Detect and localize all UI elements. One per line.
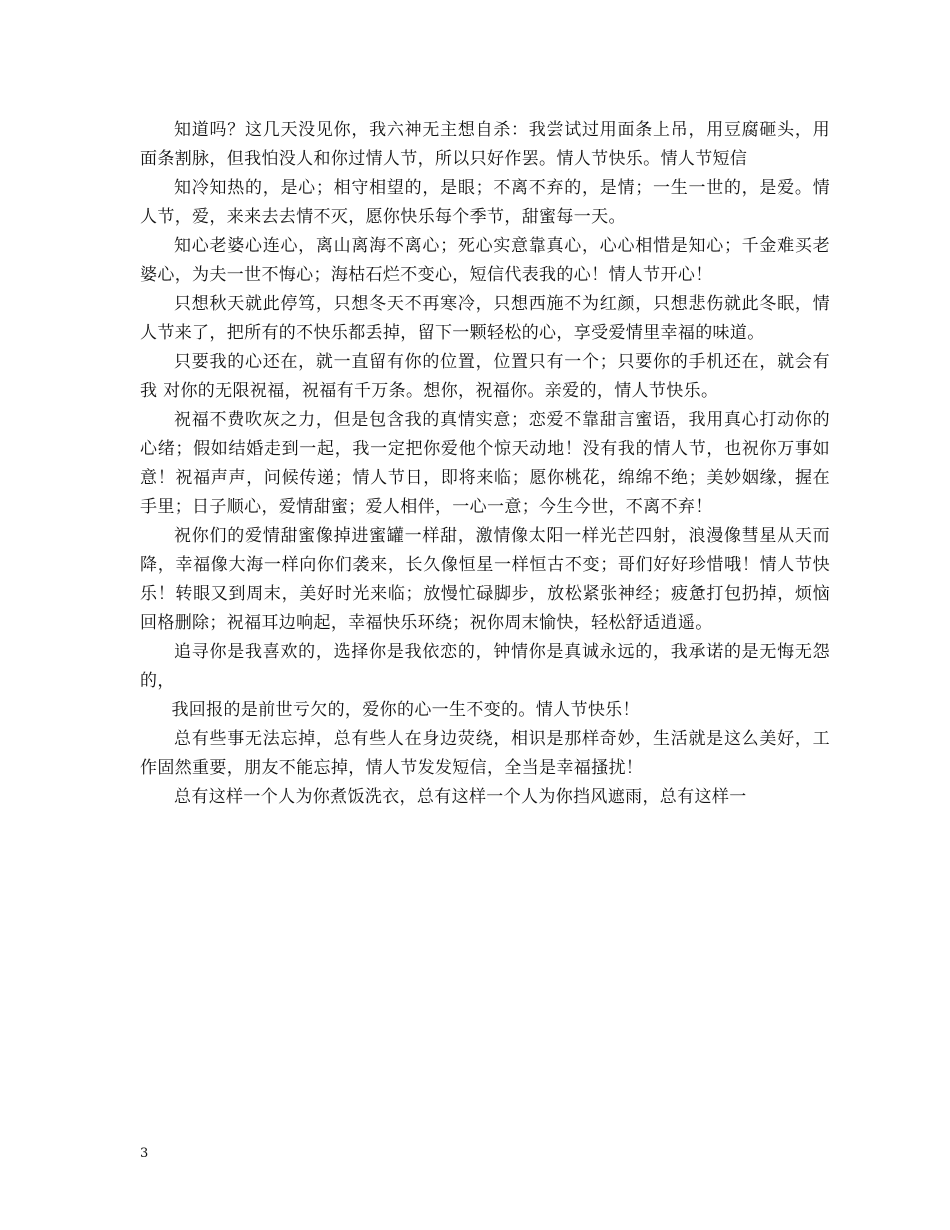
paragraph-9: 我回报的是前世亏欠的，爱你的心一生不变的。情人节快乐！ — [171, 700, 640, 720]
page-number: 3 — [140, 1146, 149, 1161]
paragraph-1: 知道吗？这几天没见你，我六神无主想自杀：我尝试过用面条上吊，用豆腐砸头，用面条割脉，但我怕没人和你过情人节，所以只好作罢。情人节快乐。情人节短信 — [140, 120, 830, 169]
paragraph-6: 祝福不费吹灰之力，但是包含我的真情实意；恋爱不靠甜言蜜语，我用真心打动你的心绪；假如结婚走到一起，我一定把你爱他个惊天动地！没有我的情人节，也祝你万事如意！祝福声声，问候传递；情人节日，即将来临；愿你桃花，绵绵不绝；美妙姻缘，握在手里；日子顺心，爱情甜蜜；爱人相伴，一心一意；今生今世，不离不弃！ — [140, 410, 830, 517]
document-body — [140, 116, 830, 812]
paragraph-2: 知冷知热的，是心；相守相望的，是眼；不离不弃的，是情；一生一世的，是爱。情人节，爱，来来去去情不灭，愿你快乐每个季节，甜蜜每一天。 — [140, 178, 830, 227]
paragraph-7: 祝你们的爱情甜蜜像掉进蜜罐一样甜，激情像太阳一样光芒四射，浪漫像彗星从天而降，幸福像大海一样向你们袭来，长久像恒星一样恒古不变；哥们好好珍惜哦！情人节快乐！转眼又到周末，美好时光来临；放慢忙碌脚步，放松紧张神经；疲惫打包扔掉，烦恼回格删除；祝福耳边响起，幸福快乐环绕；祝你周末愉快，轻松舒适逍遥。 — [140, 526, 830, 633]
paragraph-4: 只想秋天就此停笃，只想冬天不再寒冷，只想西施不为红颜，只想悲伤就此冬眠，情人节来了，把所有的不快乐都丢掉，留下一颗轻松的心，享受爱情里幸福的味道。 — [140, 294, 830, 343]
paragraph-11: 总有这样一个人为你煮饭洗衣，总有这样一个人为你挡风遮雨，总有这样一 — [174, 787, 747, 807]
paragraph-8: 追寻你是我喜欢的，选择你是我依恋的，钟情你是真诚永远的，我承诺的是无悔无怨的， — [140, 642, 830, 691]
paragraph-10: 总有些事无法忘掉，总有些人在身边荧绕，相识是那样奇妙，生活就是这么美好，工作固然重要，朋友不能忘掉，情人节发发短信，全当是幸福搔扰！ — [140, 729, 830, 778]
paragraph-3: 知心老婆心连心，离山离海不离心；死心实意靠真心，心心相惜是知心；千金难买老婆心，为夫一世不悔心；海枯石烂不变心，短信代表我的心！情人节开心！ — [140, 236, 830, 285]
paragraph-5: 只要我的心还在，就一直留有你的位置，位置只有一个；只要你的手机还在，就会有我 对你的无限祝福，祝福有千万条。想你，祝福你。亲爱的，情人节快乐。 — [140, 352, 830, 401]
